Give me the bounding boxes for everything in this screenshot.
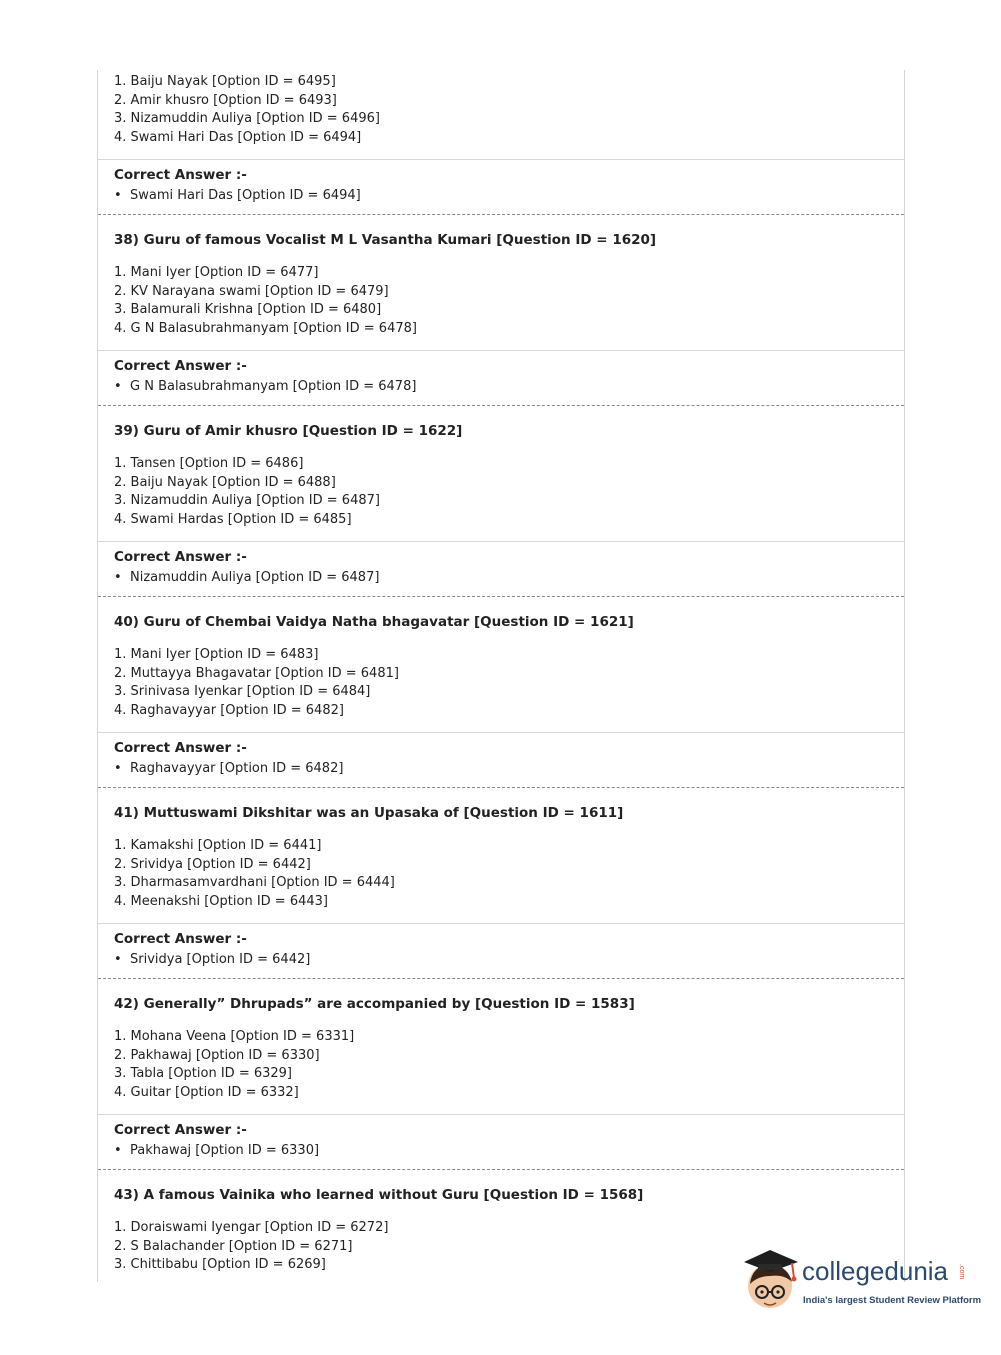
divider bbox=[98, 732, 904, 733]
correct-answer bbox=[114, 952, 310, 967]
divider bbox=[98, 923, 904, 924]
option-list bbox=[98, 837, 920, 911]
option-list bbox=[98, 1028, 920, 1102]
correct-answer-label: Correct Answer :- bbox=[114, 740, 247, 756]
correct-answer-text: Nizamuddin Auliya [Option ID = 6487] bbox=[130, 570, 380, 585]
question-separator bbox=[98, 596, 904, 597]
option: 1. Mani Iyer [Option ID = 6477] bbox=[114, 265, 319, 280]
option: 4. Meenakshi [Option ID = 6443] bbox=[114, 893, 328, 909]
collegedunia-logo bbox=[740, 1248, 982, 1318]
bullet-icon: • bbox=[114, 570, 122, 585]
option: 2. Baiju Nayak [Option ID = 6488] bbox=[114, 474, 336, 490]
bullet-icon: • bbox=[114, 761, 122, 776]
option: 1. Baiju Nayak [Option ID = 6495] bbox=[114, 74, 336, 89]
correct-answer-text: Swami Hari Das [Option ID = 6494] bbox=[130, 188, 361, 203]
option: 4. Guitar [Option ID = 6332] bbox=[114, 1084, 299, 1100]
divider bbox=[98, 350, 904, 351]
option: 3. Tabla [Option ID = 6329] bbox=[114, 1066, 293, 1081]
option: 2. Amir khusro [Option ID = 6493] bbox=[114, 92, 337, 108]
correct-answer bbox=[114, 379, 416, 394]
question-separator bbox=[98, 978, 904, 979]
option: 4. G N Balasubrahmanyam [Option ID = 6478] bbox=[114, 320, 417, 336]
option: 1. Doraiswami Iyengar [Option ID = 6272] bbox=[114, 1220, 389, 1235]
option: 1. Mani Iyer [Option ID = 6483] bbox=[114, 647, 319, 662]
option: 3. Dharmasamvardhani [Option ID = 6444] bbox=[114, 875, 395, 890]
correct-answer bbox=[114, 1143, 319, 1158]
option: 2. Srividya [Option ID = 6442] bbox=[114, 856, 311, 872]
question-title: 41) Muttuswami Dikshitar was an Upasaka of [Question ID = 1611] bbox=[114, 805, 624, 821]
divider bbox=[98, 1114, 904, 1115]
bullet-icon: • bbox=[114, 379, 122, 394]
correct-answer-label: Correct Answer :- bbox=[114, 549, 247, 565]
option: 1. Tansen [Option ID = 6486] bbox=[114, 456, 304, 471]
option: 2. Muttayya Bhagavatar [Option ID = 6481] bbox=[114, 665, 399, 681]
option-list bbox=[98, 646, 920, 720]
graduate-mascot-icon bbox=[740, 1248, 802, 1318]
divider bbox=[98, 541, 904, 542]
option: 2. S Balachander [Option ID = 6271] bbox=[114, 1238, 353, 1254]
option: 3. Nizamuddin Auliya [Option ID = 6487] bbox=[114, 493, 380, 508]
question-title: 43) A famous Vainika who learned without Guru [Question ID = 1568] bbox=[114, 1187, 644, 1203]
option: 3. Nizamuddin Auliya [Option ID = 6496] bbox=[114, 111, 380, 126]
option-list bbox=[98, 455, 920, 529]
option: 3. Srinivasa Iyenkar [Option ID = 6484] bbox=[114, 684, 371, 699]
divider bbox=[98, 159, 904, 160]
option: 3. Balamurali Krishna [Option ID = 6480] bbox=[114, 302, 382, 317]
bullet-icon: • bbox=[114, 188, 122, 203]
question-separator bbox=[98, 787, 904, 788]
correct-answer-label: Correct Answer :- bbox=[114, 167, 247, 183]
option: 1. Mohana Veena [Option ID = 6331] bbox=[114, 1029, 355, 1044]
correct-answer bbox=[114, 570, 379, 585]
option: 4. Raghavayyar [Option ID = 6482] bbox=[114, 702, 344, 718]
correct-answer-text: Srividya [Option ID = 6442] bbox=[130, 952, 311, 967]
option: 4. Swami Hardas [Option ID = 6485] bbox=[114, 511, 352, 527]
bullet-icon: • bbox=[114, 1143, 122, 1158]
document-frame bbox=[97, 70, 905, 1282]
option: 2. KV Narayana swami [Option ID = 6479] bbox=[114, 283, 389, 299]
option-list bbox=[98, 264, 920, 338]
correct-answer-label: Correct Answer :- bbox=[114, 931, 247, 947]
option-list bbox=[98, 73, 920, 147]
question-separator bbox=[98, 214, 904, 215]
option: 4. Swami Hari Das [Option ID = 6494] bbox=[114, 129, 362, 145]
correct-answer-label: Correct Answer :- bbox=[114, 358, 247, 374]
correct-answer bbox=[114, 761, 343, 776]
correct-answer-text: Pakhawaj [Option ID = 6330] bbox=[130, 1143, 320, 1158]
logo-tagline: India's largest Student Review Platform bbox=[803, 1295, 982, 1306]
correct-answer-text: Raghavayyar [Option ID = 6482] bbox=[130, 761, 344, 776]
bullet-icon: • bbox=[114, 952, 122, 967]
logo-wordmark: collegedunia bbox=[802, 1256, 949, 1286]
question-title: 38) Guru of famous Vocalist M L Vasantha Kumari [Question ID = 1620] bbox=[114, 232, 657, 248]
question-title: 39) Guru of Amir khusro [Question ID = 1622] bbox=[114, 423, 463, 439]
question-separator bbox=[98, 1169, 904, 1170]
question-separator bbox=[98, 405, 904, 406]
question-title: 42) Generally” Dhrupads” are accompanied by [Question ID = 1583] bbox=[114, 996, 635, 1012]
correct-answer-text: G N Balasubrahmanyam [Option ID = 6478] bbox=[130, 379, 417, 394]
logo-domain: .com bbox=[958, 1264, 965, 1280]
option: 3. Chittibabu [Option ID = 6269] bbox=[114, 1257, 326, 1272]
option: 2. Pakhawaj [Option ID = 6330] bbox=[114, 1047, 320, 1063]
correct-answer bbox=[114, 188, 361, 203]
option: 1. Kamakshi [Option ID = 6441] bbox=[114, 838, 322, 853]
question-title: 40) Guru of Chembai Vaidya Natha bhagavatar [Question ID = 1621] bbox=[114, 614, 634, 630]
correct-answer-label: Correct Answer :- bbox=[114, 1122, 247, 1138]
